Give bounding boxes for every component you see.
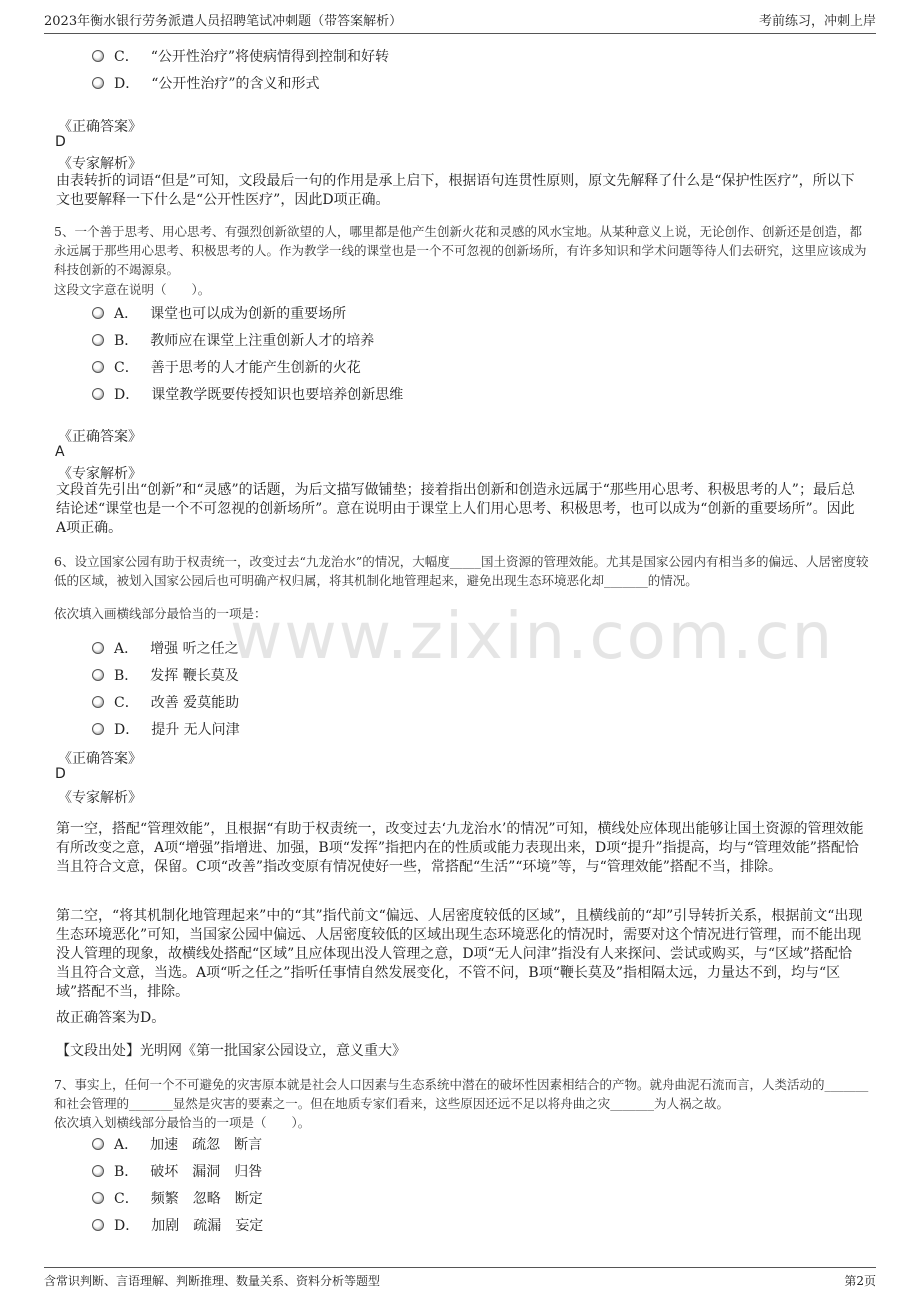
option-letter: A． [114, 1137, 139, 1153]
document-title: 2023年衡水银行劳务派遣人员招聘笔试冲刺题（带答案解析） [44, 14, 403, 29]
option-letter: D． [114, 387, 140, 403]
q5-option-b[interactable] [92, 330, 374, 350]
q6-analysis-label: 《专家解析》 [58, 790, 142, 806]
option-letter: A． [114, 306, 139, 322]
radio-icon[interactable] [92, 1192, 104, 1204]
q5-stem: 5、一个善于思考、用心思考、有强烈创新欲望的人，哪里都是他产生创新火花和灵感的风水宝地。从某种意义上说，无论创作、创新还是创造，都永远属于那些用心思考、积极思考的人。作为教学一线的课堂也是一个不可忽视的创新场所，有许多知识和学术问题等待人们去研究，这里应该成为科技创新的不竭源泉。 [54, 224, 867, 277]
radio-icon[interactable] [92, 77, 104, 89]
page-footer [44, 1267, 876, 1291]
radio-icon[interactable] [92, 642, 104, 654]
option-letter: C． [114, 695, 139, 711]
q4-option-c[interactable] [92, 46, 389, 66]
radio-icon[interactable] [92, 669, 104, 681]
radio-icon[interactable] [92, 388, 104, 400]
option-letter: C． [114, 1191, 139, 1207]
option-text: “公开性治疗”的含义和形式 [151, 76, 320, 92]
option-letter: B． [114, 333, 139, 349]
q7-option-c[interactable] [92, 1188, 263, 1208]
q6-prompt: 依次填入画横线部分最恰当的一项是： [54, 606, 267, 621]
option-text: “公开性治疗”将使病情得到控制和好转 [150, 49, 390, 65]
radio-icon[interactable] [92, 723, 104, 735]
q6-stem: 6、设立国家公园有助于权责统一，改变过去“九龙治水”的情况，大幅度_____国土资源的管理效能。尤其是国家公园内有相当多的偏远、人居密度较低的区域，被划入国家公园后也可明确产权归属，将其机制化地管理起来，避免出现生态环境恶化却_______的情况。 [54, 554, 869, 588]
option-letter: A． [114, 641, 139, 657]
option-letter: D． [114, 76, 140, 92]
header-slogan: 考前练习，冲刺上岸 [758, 14, 876, 29]
q6-analysis-second: 第二空，“将其机制化地管理起来”中的“其”指代前文“偏远、人居密度较低的区域”，且横线前的“却”引导转折关系，根据前文“出现生态环境恶化”可知，当国家公园中偏远、人居密度较低的区域出现生态环境恶化的情况时，需要对这个情况进行管理，而不能出现没人管理的现象，故横线处搭配“区域”且应体现出没人管理之意，D项“无人问津”指没有人来探问、尝试或购买，与“区域”搭配恰当且符合文意，当选。A项“听之任之”指听任事情自然发展变化，不管不问，B项“鞭长莫及”指相隔太远，力量达不到，均与“区域”搭配不当，排除。 [56, 908, 863, 1000]
option-letter: C． [114, 360, 139, 376]
q5-prompt: 这段文字意在说明（ ）。 [54, 282, 211, 297]
q4-analysis: 由表转折的词语“但是”可知，文段最后一句的作用是承上启下，根据语句连贯性原则，原文先解释了什么是“保护性医疗”，所以下文也要解释一下什么是“公开性医疗”，因此D项正确。 [56, 173, 855, 208]
option-letter: D． [114, 722, 140, 738]
q5-answer-label: 《正确答案》 [58, 429, 142, 445]
radio-icon[interactable] [92, 1165, 104, 1177]
q7-option-b[interactable] [92, 1161, 262, 1181]
option-text: 提升 无人问津 [151, 722, 240, 738]
page-number: 第2页 [844, 1274, 876, 1288]
q5-option-a[interactable] [92, 303, 346, 323]
option-text: 破坏 漏洞 归咎 [150, 1164, 263, 1180]
radio-icon[interactable] [92, 1219, 104, 1231]
q6-option-b[interactable] [92, 665, 239, 685]
footer-description: 含常识判断、言语理解、判断推理、数量关系、资料分析等题型 [44, 1274, 381, 1288]
q6-answer-label: 《正确答案》 [58, 751, 142, 767]
radio-icon[interactable] [92, 361, 104, 373]
option-letter: B． [114, 668, 139, 684]
option-text: 教师应在课堂上注重创新人才的培养 [150, 333, 375, 349]
q5-answer: A [55, 444, 65, 460]
q6-option-a[interactable] [92, 638, 239, 658]
q4-answer-label: 《正确答案》 [58, 119, 142, 135]
q5-analysis: 文段首先引出“创新”和“灵感”的话题，为后文描写做铺垫；接着指出创新和创造永远属于“那些用心思考、积极思考的人”；最后总结论述“课堂也是一个不可忽视的创新场所”。意在说明由于课堂上人们用心思考、积极思考，也可以成为“创新的重要场所”。因此A项正确。 [56, 482, 855, 536]
radio-icon[interactable] [92, 334, 104, 346]
option-text: 改善 爱莫能助 [150, 695, 240, 711]
q4-option-d[interactable] [92, 73, 320, 93]
q5-option-d[interactable] [92, 384, 403, 404]
q6-conclusion: 故正确答案为D。 [56, 1010, 166, 1026]
radio-icon[interactable] [92, 1138, 104, 1150]
option-text: 加速 疏忽 断言 [150, 1137, 263, 1153]
radio-icon[interactable] [92, 307, 104, 319]
option-letter: D． [114, 1218, 140, 1234]
option-text: 课堂教学既要传授知识也要培养创新思维 [151, 387, 404, 403]
q6-analysis-first: 第一空，搭配“管理效能”，且根据“有助于权责统一，改变过去‘九龙治水’的情况”可知，横线处应体现出能够让国土资源的管理效能有所改变之意，A项“增强”指增进、加强，B项“发挥”指把内在的性质或能力表现出来，D项“提升”指提高，均与“管理效能”搭配恰当且符合文意，保留。C项“改善”指改变原有情况使好一些，常搭配“生活”“环境”等，与“管理效能”搭配不当，排除。 [56, 821, 864, 875]
option-text: 增强 听之任之 [150, 641, 239, 657]
radio-icon[interactable] [92, 696, 104, 708]
option-text: 发挥 鞭长莫及 [150, 668, 239, 684]
q6-option-d[interactable] [92, 719, 240, 739]
q6-source: 【文段出处】光明网《第一批国家公园设立，意义重大》 [56, 1043, 406, 1059]
option-text: 课堂也可以成为创新的重要场所 [150, 306, 347, 322]
q7-option-a[interactable] [92, 1134, 262, 1154]
option-letter: C． [114, 49, 139, 65]
q6-option-c[interactable] [92, 692, 239, 712]
q7-prompt: 依次填入划横线部分最恰当的一项是（ ）。 [54, 1115, 311, 1130]
q7-stem: 7、事实上，任何一个不可避免的灾害原本就是社会人口因素与生态系统中潜在的破坏性因素相结合的产物。就舟曲泥石流而言，人类活动的_______和社会管理的_______显然是灾害的要素之一。但在地质专家们看来，这些原因还远不足以将舟曲之灾_______为人祸之故。 [54, 1077, 869, 1111]
option-text: 加剧 疏漏 妄定 [151, 1218, 264, 1234]
q7-option-d[interactable] [92, 1215, 263, 1235]
q5-option-c[interactable] [92, 357, 361, 377]
q5-analysis-label: 《专家解析》 [58, 466, 142, 482]
option-text: 善于思考的人才能产生创新的火花 [150, 360, 361, 376]
option-letter: B． [114, 1164, 139, 1180]
q4-answer: D [55, 134, 66, 150]
watermark: www.zixin.com.cn [230, 600, 835, 674]
q6-answer: D [55, 766, 66, 782]
radio-icon[interactable] [92, 50, 104, 62]
q4-analysis-label: 《专家解析》 [58, 156, 142, 172]
page-header [44, 10, 876, 34]
option-text: 频繁 忽略 断定 [150, 1191, 263, 1207]
